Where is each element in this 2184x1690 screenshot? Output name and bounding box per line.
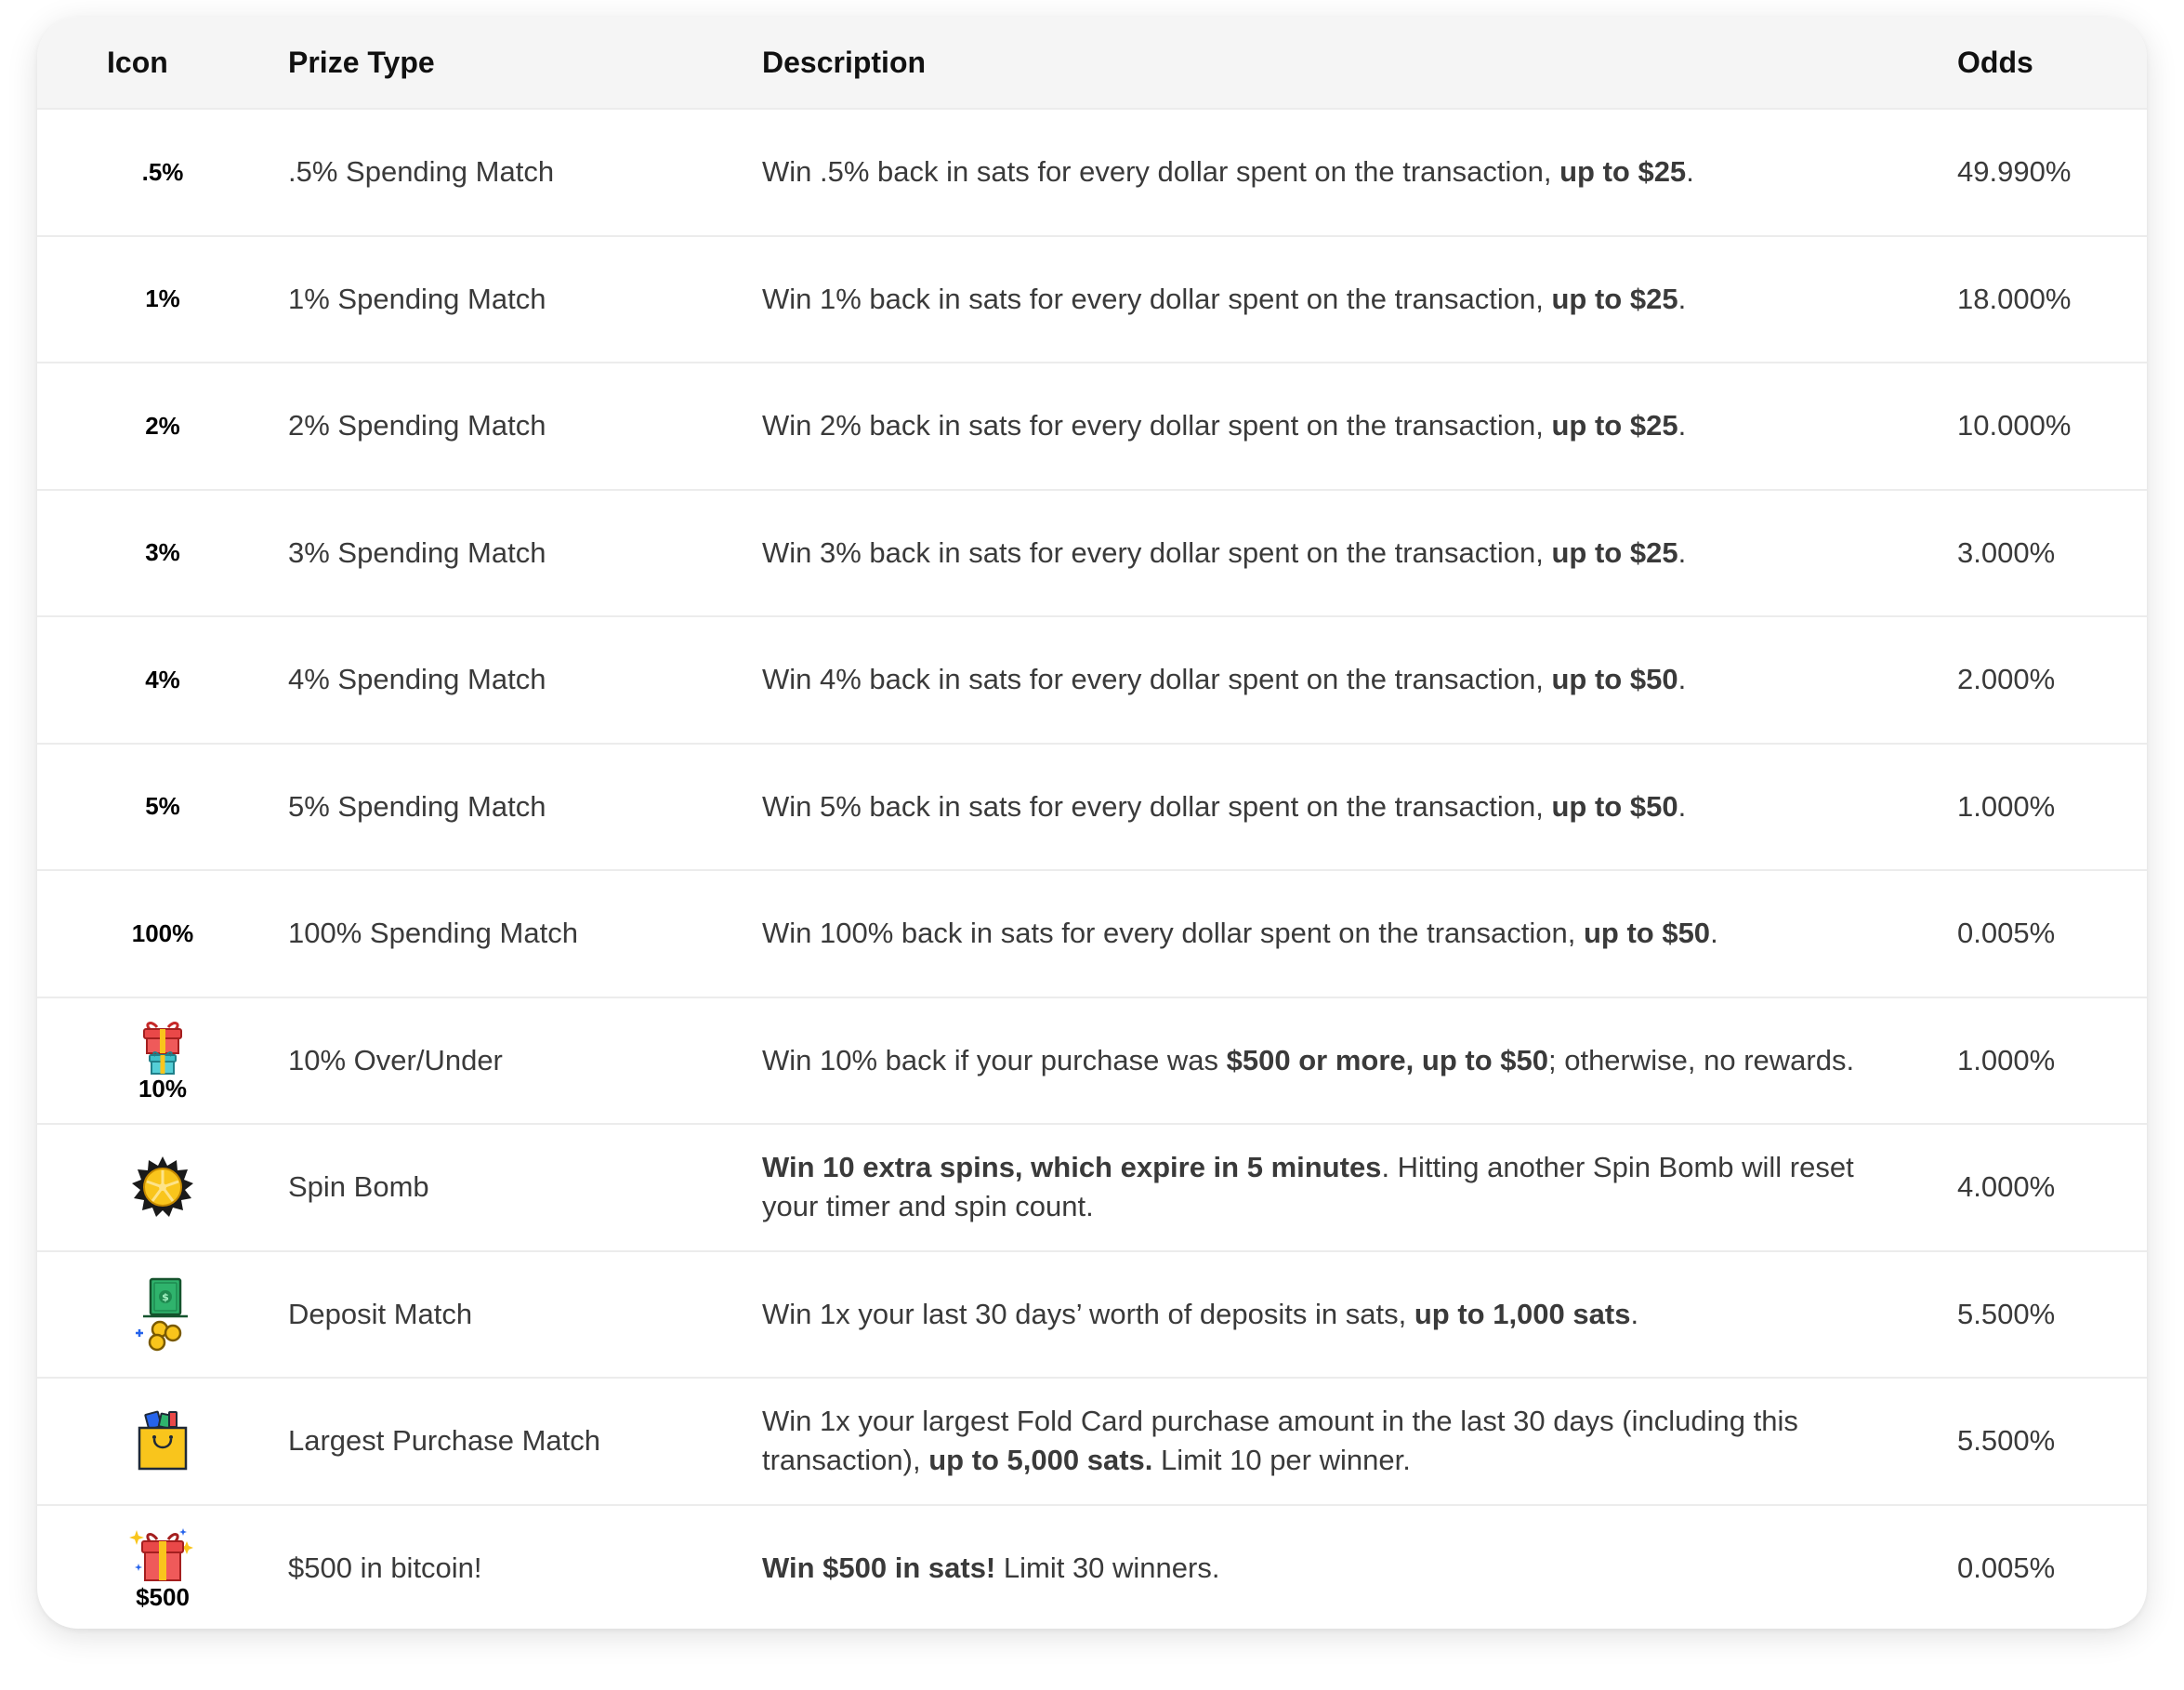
description: [762, 152, 1957, 191]
description: [762, 1402, 1957, 1480]
prize-type: 5% Spending Match: [288, 789, 546, 823]
odds: 1.000%: [1957, 789, 2056, 823]
prize-type: 10% Over/Under: [288, 1043, 503, 1076]
row-icon-cell: [37, 666, 288, 694]
description-text: .: [1710, 917, 1718, 950]
row-icon-cell: [37, 284, 288, 313]
description: [762, 914, 1957, 953]
description-text: Win 2% back in sats for every dollar spent on the transaction,: [762, 409, 1552, 442]
description-text: .: [1630, 1297, 1639, 1330]
description-emphasis: up to $50: [1551, 789, 1678, 823]
description-text: ; otherwise, no rewards.: [1547, 1043, 1855, 1076]
description: [762, 1041, 1957, 1080]
description-text: Win 3% back in sats for every dollar spent on the transaction,: [762, 535, 1552, 569]
description-text: Limit 30 winners.: [995, 1551, 1220, 1584]
row-icon-cell: [37, 1409, 288, 1472]
percent-icon: 4%: [145, 665, 180, 693]
description-text: Win 100% back in sats for every dollar spent on the transaction,: [762, 917, 1584, 950]
row-icon-cell: [37, 1155, 288, 1220]
description-text: . Hitting another Spin Bomb will reset your timer and spin count.: [762, 1151, 1854, 1223]
description: [762, 406, 1957, 445]
description-text: .: [1677, 409, 1687, 442]
description-emphasis: up to $25: [1559, 155, 1687, 189]
table-row: [37, 1123, 2147, 1250]
prize-type: 2% Spending Match: [288, 409, 546, 442]
odds: 2.000%: [1957, 663, 2056, 696]
icon-label: 10%: [138, 1074, 188, 1102]
header-odds: Odds: [1957, 45, 2033, 79]
odds: 0.005%: [1957, 1551, 2056, 1584]
table-row: [37, 362, 2147, 489]
svg-text:$: $: [162, 1290, 169, 1303]
description: [762, 787, 1957, 826]
header-icon: Icon: [107, 45, 168, 79]
description-emphasis: up to $25: [1551, 409, 1678, 442]
description: [762, 534, 1957, 573]
description-text: Win 4% back in sats for every dollar spent on the transaction,: [762, 663, 1552, 696]
percent-icon: .5%: [141, 157, 184, 186]
description: [762, 660, 1957, 699]
description-emphasis: up to $25: [1551, 535, 1678, 569]
odds: 5.500%: [1957, 1424, 2056, 1458]
description-text: Win .5% back in sats for every dollar spent on the transaction,: [762, 155, 1560, 189]
prize-type: Largest Purchase Match: [288, 1424, 601, 1458]
percent-icon: 1%: [145, 284, 180, 313]
description: [762, 1148, 1957, 1226]
prize-type: .5% Spending Match: [288, 155, 555, 189]
description-text: Win 1x your largest Fold Card purchase amount in the last 30 days (including this transaction),: [762, 1405, 1798, 1477]
description-text: .: [1686, 155, 1694, 189]
description-text: Win 10% back if your purchase was: [762, 1043, 1227, 1076]
table-row: [37, 489, 2147, 616]
description-emphasis: $500 or more, up to $50: [1226, 1043, 1548, 1076]
description: [762, 280, 1957, 319]
table-row: [37, 1504, 2147, 1630]
odds: 10.000%: [1957, 409, 2072, 442]
row-icon-cell: [37, 538, 288, 567]
odds: 49.990%: [1957, 155, 2072, 189]
description-text: .: [1677, 789, 1687, 823]
percent-icon: 5%: [145, 792, 180, 821]
prize-type: Spin Bomb: [288, 1170, 429, 1204]
row-icon-cell: [37, 1277, 288, 1352]
row-icon-cell: [37, 1020, 288, 1102]
table-row: [37, 615, 2147, 743]
odds: 1.000%: [1957, 1043, 2056, 1076]
description-text: Win 5% back in sats for every dollar spent on the transaction,: [762, 789, 1552, 823]
description-emphasis: up to 1,000 sats: [1414, 1297, 1631, 1330]
row-icon-cell: [37, 412, 288, 441]
odds: 0.005%: [1957, 917, 2056, 950]
percent-icon: 2%: [145, 411, 180, 440]
row-icon-cell: [37, 792, 288, 821]
description-emphasis: up to $50: [1583, 917, 1711, 950]
table-row: [37, 108, 2147, 235]
shopping-bag-icon: [134, 1409, 191, 1472]
table-header: [37, 17, 2147, 108]
description-emphasis: up to 5,000 sats.: [928, 1444, 1153, 1477]
gift-icon: [138, 1020, 187, 1076]
odds: 18.000%: [1957, 282, 2072, 315]
prize-type: $500 in bitcoin!: [288, 1551, 482, 1584]
description: [762, 1295, 1957, 1334]
prize-type: 100% Spending Match: [288, 917, 578, 950]
gift-icon: [129, 1526, 196, 1584]
icon-label: $500: [136, 1582, 190, 1611]
prize-type: 1% Spending Match: [288, 282, 546, 315]
description-emphasis: Win 10 extra spins, which expire in 5 minutes: [762, 1151, 1382, 1184]
table-row: [37, 1377, 2147, 1504]
prize-type: 4% Spending Match: [288, 663, 546, 696]
table-row: [37, 743, 2147, 870]
header-description: Description: [762, 45, 927, 79]
spin-bomb-icon: [130, 1155, 195, 1220]
description-emphasis: up to $50: [1551, 663, 1678, 696]
table-row: [37, 1250, 2147, 1378]
description-text: .: [1677, 663, 1687, 696]
stacked-gifts-icon: [138, 1020, 187, 1102]
percent-icon: 100%: [131, 918, 194, 947]
odds: 3.000%: [1957, 535, 2056, 569]
table-row: [37, 997, 2147, 1124]
description-text: Limit 10 per winner.: [1152, 1444, 1411, 1477]
odds: 5.500%: [1957, 1297, 2056, 1330]
row-icon-cell: [37, 919, 288, 948]
prize-odds-table: [37, 17, 2147, 1629]
row-icon-cell: [37, 158, 288, 187]
prize-type: Deposit Match: [288, 1297, 473, 1330]
description-emphasis: Win $500 in sats!: [762, 1551, 996, 1584]
description-text: Win 1% back in sats for every dollar spent on the transaction,: [762, 282, 1552, 315]
row-icon-cell: [37, 1526, 288, 1610]
table-row: [37, 235, 2147, 363]
description-text: .: [1677, 535, 1687, 569]
table-row: [37, 869, 2147, 997]
description-text: Win 1x your last 30 days’ worth of deposits in sats,: [762, 1297, 1414, 1330]
odds: 4.000%: [1957, 1170, 2056, 1204]
description: [762, 1549, 1957, 1588]
cash-and-coins-icon: [132, 1277, 193, 1352]
description-emphasis: up to $25: [1551, 282, 1678, 315]
header-prize-type: Prize Type: [288, 45, 435, 79]
prize-type: 3% Spending Match: [288, 535, 546, 569]
sparkling-gift-icon: [129, 1526, 196, 1610]
description-text: .: [1677, 282, 1687, 315]
percent-icon: 3%: [145, 538, 180, 567]
